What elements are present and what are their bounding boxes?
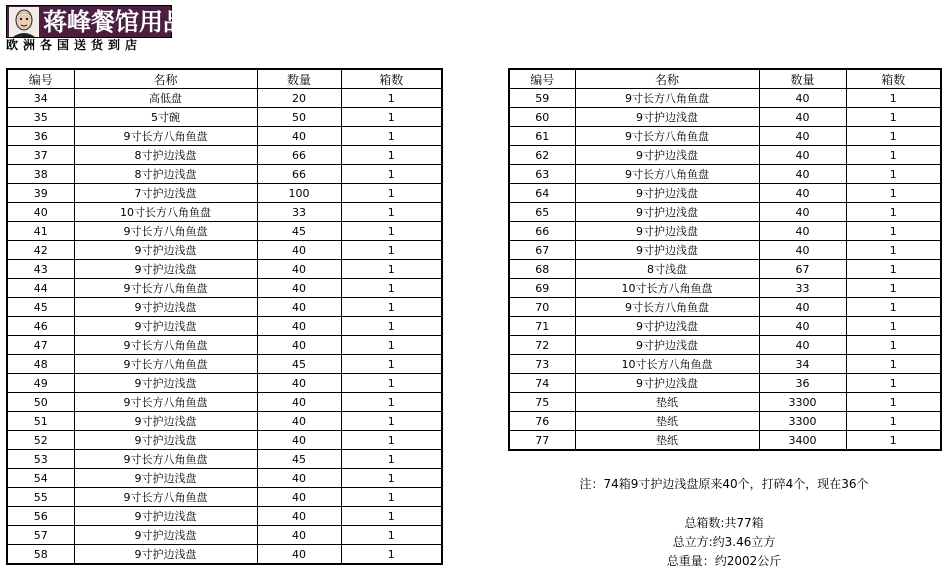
table-row (509, 108, 941, 127)
cell-quantity: 67 (759, 260, 846, 279)
table-header-row (509, 69, 941, 89)
table-header-row (7, 69, 442, 89)
cell-quantity: 40 (257, 488, 341, 507)
table-row (509, 222, 941, 241)
table-row (509, 412, 941, 431)
cell-boxes: 1 (341, 89, 442, 108)
cell-name: 9寸长方八角鱼盘 (74, 222, 257, 241)
cell-quantity: 3300 (759, 412, 846, 431)
inventory-table-right (508, 68, 942, 451)
cell-name: 9寸长方八角鱼盘 (74, 279, 257, 298)
cell-number: 70 (509, 298, 575, 317)
summary-total-weight: 总重量：约2002公斤 (666, 554, 782, 568)
cell-number: 59 (509, 89, 575, 108)
cell-number: 46 (7, 317, 74, 336)
cell-name: 9寸护边浅盘 (575, 222, 759, 241)
cell-boxes: 1 (341, 108, 442, 127)
cell-quantity: 40 (257, 431, 341, 450)
cell-name: 9寸护边浅盘 (575, 108, 759, 127)
cell-name: 9寸长方八角鱼盘 (74, 488, 257, 507)
cell-name: 10寸长方八角鱼盘 (74, 203, 257, 222)
table-row (7, 469, 442, 488)
cell-number: 38 (7, 165, 74, 184)
cell-name: 9寸护边浅盘 (74, 317, 257, 336)
cell-number: 39 (7, 184, 74, 203)
cell-name: 9寸护边浅盘 (74, 469, 257, 488)
cell-boxes: 1 (846, 431, 941, 451)
cell-name: 垫纸 (575, 412, 759, 431)
cell-name: 9寸护边浅盘 (575, 374, 759, 393)
cell-quantity: 40 (257, 260, 341, 279)
brand-logo (6, 5, 187, 38)
cell-number: 48 (7, 355, 74, 374)
cell-boxes: 1 (341, 241, 442, 260)
cell-number: 44 (7, 279, 74, 298)
table-row (509, 393, 941, 412)
cell-quantity: 40 (759, 89, 846, 108)
cell-name: 5寸碗 (74, 108, 257, 127)
table-row (7, 222, 442, 241)
cell-quantity: 36 (759, 374, 846, 393)
cell-number: 61 (509, 127, 575, 146)
cell-boxes: 1 (341, 260, 442, 279)
cell-name: 垫纸 (575, 431, 759, 451)
cell-number: 45 (7, 298, 74, 317)
cell-number: 68 (509, 260, 575, 279)
cell-boxes: 1 (846, 241, 941, 260)
cell-boxes: 1 (846, 165, 941, 184)
cell-boxes: 1 (341, 203, 442, 222)
summary-total-volume: 总立方:约3.46立方 (672, 535, 776, 549)
cell-number: 36 (7, 127, 74, 146)
cell-number: 65 (509, 203, 575, 222)
table-row (7, 355, 442, 374)
cell-number: 62 (509, 146, 575, 165)
cell-number: 75 (509, 393, 575, 412)
cell-number: 49 (7, 374, 74, 393)
table-row (509, 165, 941, 184)
cell-quantity: 40 (759, 241, 846, 260)
cell-number: 56 (7, 507, 74, 526)
cell-name: 9寸长方八角鱼盘 (74, 127, 257, 146)
cell-boxes: 1 (341, 222, 442, 241)
table-row (509, 431, 941, 451)
cell-boxes: 1 (341, 431, 442, 450)
cell-boxes: 1 (846, 355, 941, 374)
cell-name: 9寸护边浅盘 (74, 412, 257, 431)
cell-number: 51 (7, 412, 74, 431)
table-row (7, 393, 442, 412)
cell-quantity: 50 (257, 108, 341, 127)
cell-quantity: 40 (257, 374, 341, 393)
cell-number: 53 (7, 450, 74, 469)
cell-number: 54 (7, 469, 74, 488)
column-header-number: 编号 (509, 69, 575, 89)
cell-name: 7寸护边浅盘 (74, 184, 257, 203)
table-row (509, 184, 941, 203)
cell-quantity: 33 (759, 279, 846, 298)
cell-quantity: 40 (257, 507, 341, 526)
cell-boxes: 1 (846, 260, 941, 279)
brand-tagline: 欧洲各国送货到店 (6, 38, 143, 52)
cell-number: 73 (509, 355, 575, 374)
cell-number: 74 (509, 374, 575, 393)
cell-name: 9寸护边浅盘 (575, 184, 759, 203)
table-row (7, 89, 442, 108)
cell-number: 50 (7, 393, 74, 412)
cell-boxes: 1 (846, 108, 941, 127)
cell-quantity: 3400 (759, 431, 846, 451)
cell-boxes: 1 (341, 336, 442, 355)
cell-number: 52 (7, 431, 74, 450)
cell-number: 34 (7, 89, 74, 108)
table-row (509, 127, 941, 146)
cell-name: 9寸护边浅盘 (74, 241, 257, 260)
cell-boxes: 1 (846, 412, 941, 431)
cell-boxes: 1 (341, 146, 442, 165)
cell-name: 9寸护边浅盘 (575, 203, 759, 222)
cell-number: 42 (7, 241, 74, 260)
cell-quantity: 40 (257, 412, 341, 431)
cell-name: 9寸护边浅盘 (74, 526, 257, 545)
summary-total-boxes: 总箱数:共77箱 (684, 516, 764, 530)
cell-boxes: 1 (846, 336, 941, 355)
table-row (509, 241, 941, 260)
table-row (7, 317, 442, 336)
cell-number: 57 (7, 526, 74, 545)
table-row (509, 374, 941, 393)
cell-name: 9寸护边浅盘 (74, 374, 257, 393)
table-row (7, 298, 442, 317)
cell-quantity: 33 (257, 203, 341, 222)
cell-name: 9寸护边浅盘 (74, 260, 257, 279)
cell-name: 9寸长方八角鱼盘 (74, 393, 257, 412)
cell-quantity: 40 (759, 127, 846, 146)
table-row (7, 374, 442, 393)
cell-number: 40 (7, 203, 74, 222)
cell-name: 9寸护边浅盘 (575, 317, 759, 336)
cell-quantity: 100 (257, 184, 341, 203)
cell-name: 9寸护边浅盘 (74, 545, 257, 565)
column-header-number: 编号 (7, 69, 74, 89)
cell-number: 47 (7, 336, 74, 355)
cell-quantity: 40 (257, 317, 341, 336)
cell-quantity: 40 (257, 241, 341, 260)
cell-name: 9寸护边浅盘 (74, 431, 257, 450)
cell-name: 9寸长方八角鱼盘 (74, 336, 257, 355)
cell-boxes: 1 (846, 298, 941, 317)
cell-name: 9寸长方八角鱼盘 (74, 450, 257, 469)
cell-boxes: 1 (846, 374, 941, 393)
table-row (7, 146, 442, 165)
cell-quantity: 40 (257, 279, 341, 298)
cell-boxes: 1 (341, 279, 442, 298)
cell-quantity: 40 (257, 393, 341, 412)
inventory-table-left (6, 68, 443, 565)
column-header-quantity: 数量 (759, 69, 846, 89)
cell-number: 67 (509, 241, 575, 260)
table-row (7, 241, 442, 260)
cell-boxes: 1 (846, 279, 941, 298)
cell-quantity: 40 (759, 222, 846, 241)
cell-boxes: 1 (846, 184, 941, 203)
cell-name: 9寸长方八角鱼盘 (575, 89, 759, 108)
cell-name: 高低盘 (74, 89, 257, 108)
cell-boxes: 1 (341, 317, 442, 336)
cell-quantity: 66 (257, 146, 341, 165)
cell-boxes: 1 (341, 184, 442, 203)
cell-quantity: 40 (759, 184, 846, 203)
cell-name: 9寸护边浅盘 (74, 507, 257, 526)
cell-name: 9寸长方八角鱼盘 (575, 298, 759, 317)
cell-quantity: 40 (257, 545, 341, 565)
cell-name: 9寸护边浅盘 (575, 146, 759, 165)
cell-name: 10寸长方八角鱼盘 (575, 355, 759, 374)
cell-number: 37 (7, 146, 74, 165)
brand-name: 蒋峰餐馆用品 (43, 8, 187, 36)
table-row (7, 545, 442, 565)
cell-boxes: 1 (341, 127, 442, 146)
cell-quantity: 45 (257, 355, 341, 374)
cell-number: 72 (509, 336, 575, 355)
cell-quantity: 20 (257, 89, 341, 108)
cell-boxes: 1 (846, 146, 941, 165)
column-header-quantity: 数量 (257, 69, 341, 89)
cell-name: 9寸护边浅盘 (575, 241, 759, 260)
cell-quantity: 40 (759, 146, 846, 165)
cell-boxes: 1 (341, 526, 442, 545)
cell-number: 43 (7, 260, 74, 279)
cell-boxes: 1 (846, 203, 941, 222)
table-row (7, 108, 442, 127)
cell-quantity: 3300 (759, 393, 846, 412)
cell-quantity: 40 (759, 108, 846, 127)
cell-quantity: 40 (759, 317, 846, 336)
cell-number: 77 (509, 431, 575, 451)
table-row (7, 507, 442, 526)
cell-name: 8寸浅盘 (575, 260, 759, 279)
cell-boxes: 1 (341, 450, 442, 469)
cell-name: 9寸护边浅盘 (575, 336, 759, 355)
cell-number: 63 (509, 165, 575, 184)
cell-boxes: 1 (846, 127, 941, 146)
table-row (509, 89, 941, 108)
cell-quantity: 40 (257, 298, 341, 317)
cell-number: 69 (509, 279, 575, 298)
cell-quantity: 45 (257, 450, 341, 469)
cell-boxes: 1 (846, 317, 941, 336)
cell-quantity: 40 (759, 336, 846, 355)
cell-boxes: 1 (341, 165, 442, 184)
cell-name: 9寸护边浅盘 (74, 298, 257, 317)
cell-boxes: 1 (341, 469, 442, 488)
table-row (7, 203, 442, 222)
table-row (509, 279, 941, 298)
cell-boxes: 1 (341, 545, 442, 565)
table-row (509, 336, 941, 355)
cell-number: 66 (509, 222, 575, 241)
cell-quantity: 40 (257, 469, 341, 488)
table-row (7, 165, 442, 184)
cell-boxes: 1 (341, 412, 442, 431)
cell-name: 垫纸 (575, 393, 759, 412)
column-header-boxes: 箱数 (846, 69, 941, 89)
cell-boxes: 1 (341, 488, 442, 507)
cell-number: 58 (7, 545, 74, 565)
table-row (509, 203, 941, 222)
column-header-name: 名称 (575, 69, 759, 89)
cell-quantity: 40 (257, 127, 341, 146)
table-row (7, 431, 442, 450)
table-row (509, 260, 941, 279)
cell-name: 8寸护边浅盘 (74, 146, 257, 165)
cell-quantity: 40 (257, 526, 341, 545)
table-row (7, 488, 442, 507)
cell-boxes: 1 (846, 89, 941, 108)
table-row (509, 298, 941, 317)
table-row (509, 317, 941, 336)
cell-boxes: 1 (846, 393, 941, 412)
table-row (7, 336, 442, 355)
table-row (7, 260, 442, 279)
table-row (7, 184, 442, 203)
cell-number: 60 (509, 108, 575, 127)
table-row (509, 146, 941, 165)
cell-boxes: 1 (341, 374, 442, 393)
cell-quantity: 40 (257, 336, 341, 355)
chef-portrait-icon (9, 7, 39, 37)
cell-number: 41 (7, 222, 74, 241)
cell-number: 55 (7, 488, 74, 507)
cell-name: 8寸护边浅盘 (74, 165, 257, 184)
cell-quantity: 34 (759, 355, 846, 374)
cell-quantity: 66 (257, 165, 341, 184)
cell-boxes: 1 (341, 298, 442, 317)
cell-boxes: 1 (341, 507, 442, 526)
table-row (7, 526, 442, 545)
cell-quantity: 45 (257, 222, 341, 241)
cell-quantity: 40 (759, 203, 846, 222)
table-row (7, 279, 442, 298)
table-row (7, 450, 442, 469)
cell-boxes: 1 (846, 222, 941, 241)
cell-name: 9寸长方八角鱼盘 (74, 355, 257, 374)
table-row (7, 127, 442, 146)
column-header-name: 名称 (74, 69, 257, 89)
table-row (509, 355, 941, 374)
cell-number: 35 (7, 108, 74, 127)
cell-number: 71 (509, 317, 575, 336)
table-row (7, 412, 442, 431)
cell-boxes: 1 (341, 393, 442, 412)
cell-quantity: 40 (759, 298, 846, 317)
cell-number: 76 (509, 412, 575, 431)
cell-quantity: 40 (759, 165, 846, 184)
column-header-boxes: 箱数 (341, 69, 442, 89)
cell-name: 9寸长方八角鱼盘 (575, 165, 759, 184)
breakage-note: 注：74箱9寸护边浅盘原来40个，打碎4个，现在36个 (579, 477, 869, 491)
cell-name: 9寸长方八角鱼盘 (575, 127, 759, 146)
cell-number: 64 (509, 184, 575, 203)
cell-boxes: 1 (341, 355, 442, 374)
cell-name: 10寸长方八角鱼盘 (575, 279, 759, 298)
